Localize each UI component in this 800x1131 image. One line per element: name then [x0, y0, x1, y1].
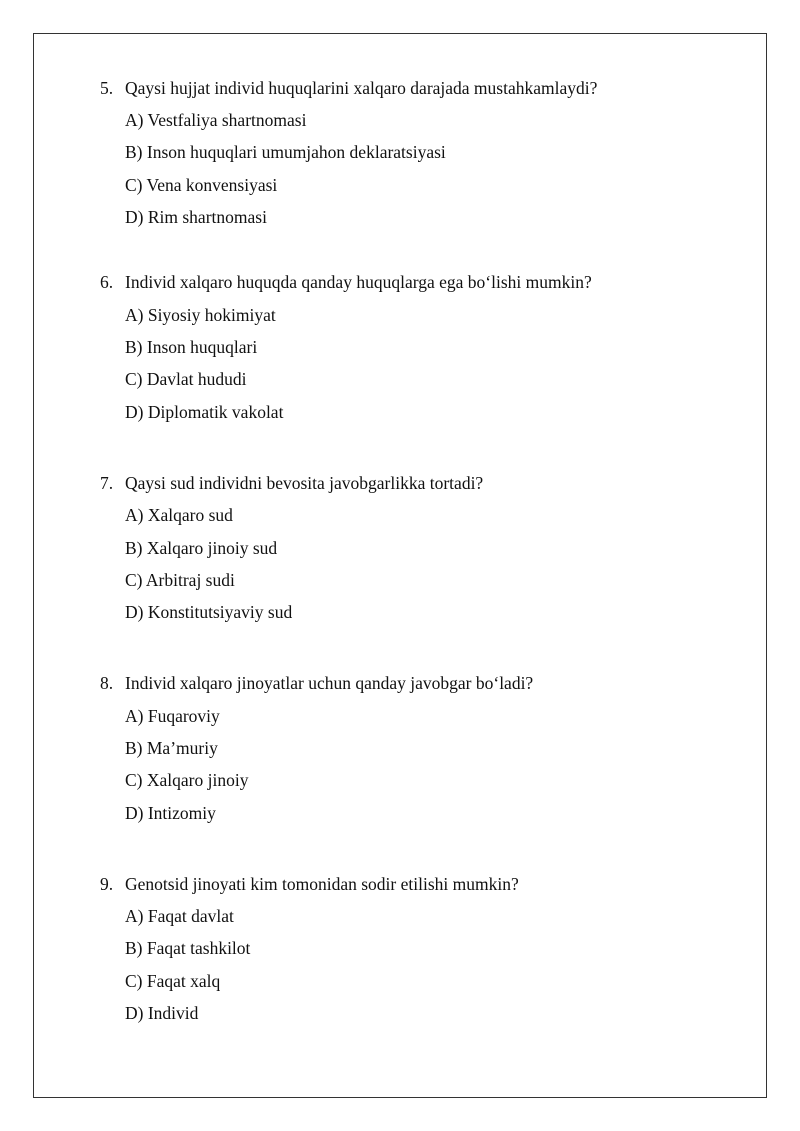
option-b: B) Xalqaro jinoiy sud — [125, 538, 278, 558]
option-d: D) Individ — [125, 1003, 199, 1023]
option-d: D) Konstitutsiyaviy sud — [125, 602, 293, 622]
question-number: 7. — [100, 473, 114, 493]
option-a: A) Xalqaro sud — [125, 505, 233, 525]
option-c: C) Davlat hududi — [125, 369, 247, 389]
question-text-line — [100, 271, 592, 293]
question-text-line — [100, 873, 519, 895]
option-a: A) Fuqaroviy — [125, 706, 220, 726]
question-text-line — [100, 472, 483, 494]
question-number: 8. — [100, 673, 114, 693]
option-a: A) Siyosiy hokimiyat — [125, 305, 276, 325]
question-text: Qaysi hujjat individ huquqlarini xalqaro darajada mustahkamlaydi? — [125, 78, 598, 98]
question-text: Qaysi sud individni bevosita javobgarlikka tortadi? — [125, 473, 484, 493]
option-c: C) Xalqaro jinoiy — [125, 770, 249, 790]
question-text-line — [100, 77, 597, 99]
option-c: C) Vena konvensiyasi — [125, 175, 278, 195]
option-b: B) Faqat tashkilot — [125, 938, 251, 958]
question-text: Individ xalqaro huquqda qanday huquqlarga ega bo‘lishi mumkin? — [125, 272, 592, 292]
question-text-line — [100, 672, 533, 694]
option-c: C) Arbitraj sudi — [125, 570, 235, 590]
option-b: B) Inson huquqlari — [125, 337, 258, 357]
option-d: D) Rim shartnomasi — [125, 207, 267, 227]
question-text: Individ xalqaro jinoyatlar uchun qanday javobgar bo‘ladi? — [125, 673, 534, 693]
question-text: Genotsid jinoyati kim tomonidan sodir etilishi mumkin? — [125, 874, 519, 894]
question-number: 5. — [100, 78, 114, 98]
option-b: B) Ma’muriy — [125, 738, 218, 758]
option-d: D) Intizomiy — [125, 803, 216, 823]
question-number: 6. — [100, 272, 114, 292]
option-a: A) Faqat davlat — [125, 906, 234, 926]
option-d: D) Diplomatik vakolat — [125, 402, 284, 422]
option-c: C) Faqat xalq — [125, 971, 221, 991]
option-a: A) Vestfaliya shartnomasi — [125, 110, 307, 130]
option-b: B) Inson huquqlari umumjahon deklaratsiyasi — [125, 142, 446, 162]
question-number: 9. — [100, 874, 114, 894]
